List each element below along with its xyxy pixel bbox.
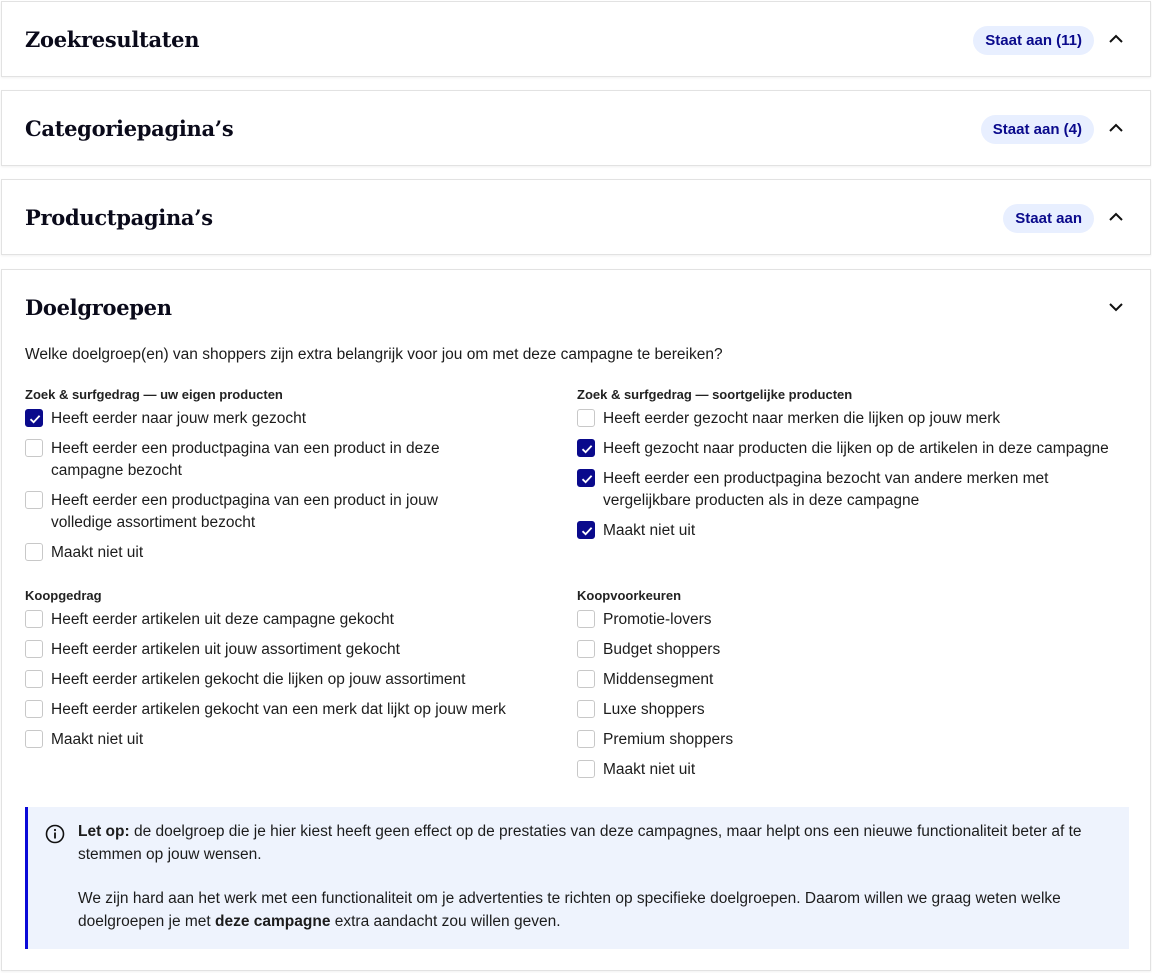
option-label: Maakt niet uit [51, 731, 144, 748]
option-label: Heeft eerder een productpagina bezocht van andere merken met vergelijkbare producten als in deze campagne [603, 470, 1049, 509]
option-label: Premium shoppers [603, 731, 734, 748]
group-title: Zoek & surfgedrag — soortgelijke producten [577, 387, 853, 402]
checkbox-option[interactable] [25, 729, 545, 751]
group-soortgelijke-producten [577, 386, 1137, 550]
checkbox[interactable] [25, 730, 43, 748]
group-eigen-producten [25, 386, 545, 572]
checkbox[interactable] [25, 543, 43, 561]
checkbox-option[interactable] [25, 669, 545, 691]
checkbox-option[interactable] [577, 609, 1097, 631]
option-label: Maakt niet uit [603, 522, 696, 539]
option-label: Heeft eerder artikelen uit deze campagne gekocht [51, 611, 394, 628]
option-label: Promotie-lovers [603, 611, 712, 628]
checkbox[interactable] [577, 760, 595, 778]
panel-zoekresultaten[interactable] [1, 1, 1151, 77]
question-text: Welke doelgroep(en) van shoppers zijn extra belangrijk voor jou om met deze campagne te bereiken? [25, 346, 723, 363]
note-text-1: de doelgroep die je hier kiest heeft geen effect op de prestaties van deze campagnes, maar helpt ons een nieuwe functionaliteit beter af te stemmen op jouw wensen. [78, 823, 1082, 863]
note-text [78, 821, 1118, 933]
checkbox-option[interactable] [25, 542, 545, 564]
note-lead: Let op: [78, 823, 130, 840]
checkbox[interactable] [577, 610, 595, 628]
group-title: Koopgedrag [25, 588, 102, 603]
panel-categoriepaginas[interactable] [1, 90, 1151, 166]
checkbox-option[interactable] [25, 609, 545, 631]
checkbox[interactable] [577, 730, 595, 748]
checkbox-option[interactable] [25, 699, 545, 721]
checkbox[interactable] [25, 640, 43, 658]
option-label: Maakt niet uit [603, 761, 696, 778]
info-icon [45, 824, 65, 844]
checkmark-icon [581, 525, 593, 537]
checkbox-option[interactable] [577, 468, 1077, 512]
option-label: Heeft eerder artikelen gekocht die lijken op jouw assortiment [51, 671, 466, 688]
chevron-up-icon[interactable] [1108, 120, 1124, 136]
panel-title: Categoriepagina’s [25, 116, 234, 141]
option-label: Heeft eerder artikelen gekocht van een merk dat lijkt op jouw merk [51, 701, 506, 718]
option-label: Heeft eerder een productpagina van een product in jouw volledige assortiment bezocht [51, 492, 438, 531]
checkbox-option[interactable] [577, 759, 1097, 781]
checkbox[interactable] [25, 491, 43, 509]
checkbox[interactable] [577, 469, 595, 487]
note-emphasis: deze campagne [215, 912, 331, 930]
checkbox-option[interactable] [577, 699, 1097, 721]
checkbox-option[interactable] [25, 408, 545, 430]
note-paragraph-2 [78, 888, 1118, 933]
checkbox-option[interactable] [25, 639, 545, 661]
status-badge: Staat aan (4) [981, 115, 1094, 144]
checkbox[interactable] [25, 670, 43, 688]
checkmark-icon [581, 443, 593, 455]
panel-header[interactable] [2, 2, 1150, 77]
panel-header[interactable] [2, 270, 1150, 345]
panel-title: Doelgroepen [25, 295, 172, 320]
option-label: Heeft eerder artikelen uit jouw assortiment gekocht [51, 641, 400, 658]
option-label: Heeft eerder een productpagina van een product in deze campagne bezocht [51, 440, 440, 479]
group-title: Zoek & surfgedrag — uw eigen producten [25, 387, 283, 402]
chevron-up-icon[interactable] [1108, 209, 1124, 225]
checkbox-option[interactable] [577, 408, 1137, 430]
option-label: Heeft gezocht naar producten die lijken op de artikelen in deze campagne [603, 440, 1109, 457]
checkbox[interactable] [25, 700, 43, 718]
panel-header[interactable] [2, 91, 1150, 166]
group-koopvoorkeuren [577, 587, 1097, 789]
checkbox-option[interactable] [577, 520, 1137, 542]
checkbox[interactable] [577, 439, 595, 457]
option-label: Luxe shoppers [603, 701, 705, 718]
checkbox-option[interactable] [577, 438, 1137, 460]
checkbox-option[interactable] [25, 490, 465, 534]
group-koopgedrag [25, 587, 545, 759]
checkbox[interactable] [577, 670, 595, 688]
checkbox[interactable] [577, 409, 595, 427]
panel-doelgroepen [1, 269, 1151, 971]
chevron-up-icon[interactable] [1108, 31, 1124, 47]
panel-title: Zoekresultaten [25, 27, 200, 52]
status-badge: Staat aan (11) [973, 26, 1094, 55]
panel-productpaginas[interactable] [1, 179, 1151, 255]
option-label: Middensegment [603, 671, 714, 688]
panel-title: Productpagina’s [25, 205, 213, 230]
note-text-2a: We zijn hard aan het werk met een functionaliteit om je advertenties te richten op specifieke doelgroepen. Daarom willen we graag weten welke doelgroepen je met [78, 890, 1061, 930]
checkbox-option[interactable] [577, 729, 1097, 751]
checkbox-option[interactable] [25, 438, 465, 482]
checkbox[interactable] [25, 610, 43, 628]
checkmark-icon [581, 473, 593, 485]
note-paragraph-1 [78, 821, 1118, 866]
checkbox[interactable] [577, 700, 595, 718]
note-text-2c: extra aandacht zou willen geven. [330, 912, 561, 930]
checkbox-option[interactable] [577, 639, 1097, 661]
checkmark-icon [29, 413, 41, 425]
checkbox[interactable] [577, 640, 595, 658]
checkbox-option[interactable] [577, 669, 1097, 691]
option-label: Heeft eerder gezocht naar merken die lijken op jouw merk [603, 410, 1001, 427]
option-label: Heeft eerder naar jouw merk gezocht [51, 410, 307, 427]
chevron-down-icon[interactable] [1108, 299, 1124, 315]
checkbox[interactable] [577, 521, 595, 539]
status-badge: Staat aan [1003, 204, 1094, 233]
checkbox[interactable] [25, 409, 43, 427]
panel-header[interactable] [2, 180, 1150, 255]
checkbox[interactable] [25, 439, 43, 457]
group-title: Koopvoorkeuren [577, 588, 682, 603]
option-label: Budget shoppers [603, 641, 721, 658]
info-note [25, 807, 1129, 949]
option-label: Maakt niet uit [51, 544, 144, 561]
